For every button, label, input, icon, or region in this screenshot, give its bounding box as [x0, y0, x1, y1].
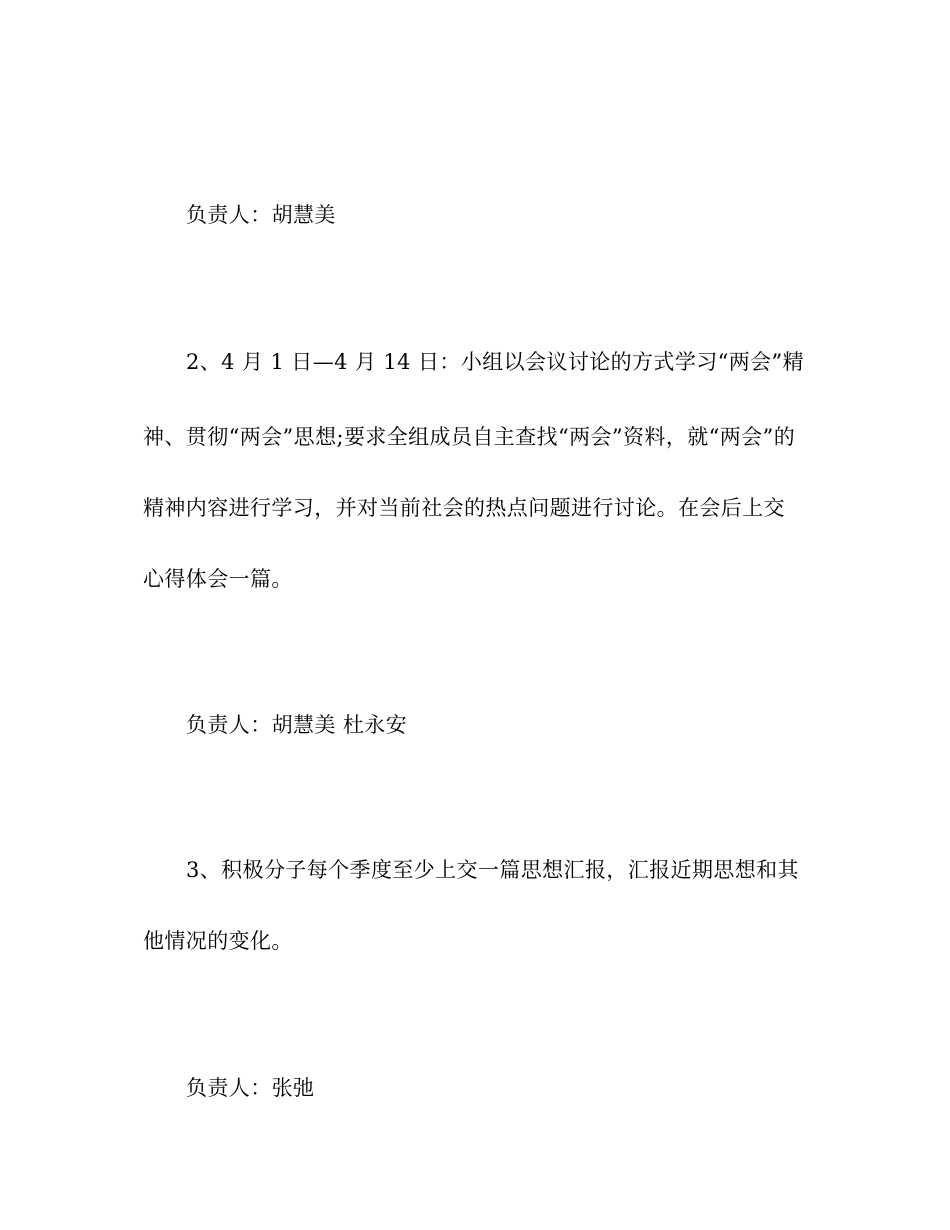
responsible-person-1: 负责人：胡慧美 [186, 203, 336, 227]
item-2-line-1: 2、4 月 1 日—4 月 14 日：小组以会议讨论的方式学习“两会”精 [186, 350, 805, 374]
responsible-person-2: 负责人：胡慧美 杜永安 [186, 713, 408, 737]
item-2-line-2: 神、贯彻“两会”思想;要求全组成员自主查找“两会”资料，就“两会”的 [143, 425, 796, 449]
item-2-line-4: 心得体会一篇。 [143, 567, 293, 591]
responsible-person-3: 负责人：张弛 [186, 1076, 315, 1100]
item-3-line-1: 3、积极分子每个季度至少上交一篇思想汇报，汇报近期思想和其 [186, 858, 799, 882]
item-2-line-3: 精神内容进行学习，并对当前社会的热点问题进行讨论。在会后上交 [143, 496, 785, 520]
item-3-line-2: 他情况的变化。 [143, 929, 293, 953]
